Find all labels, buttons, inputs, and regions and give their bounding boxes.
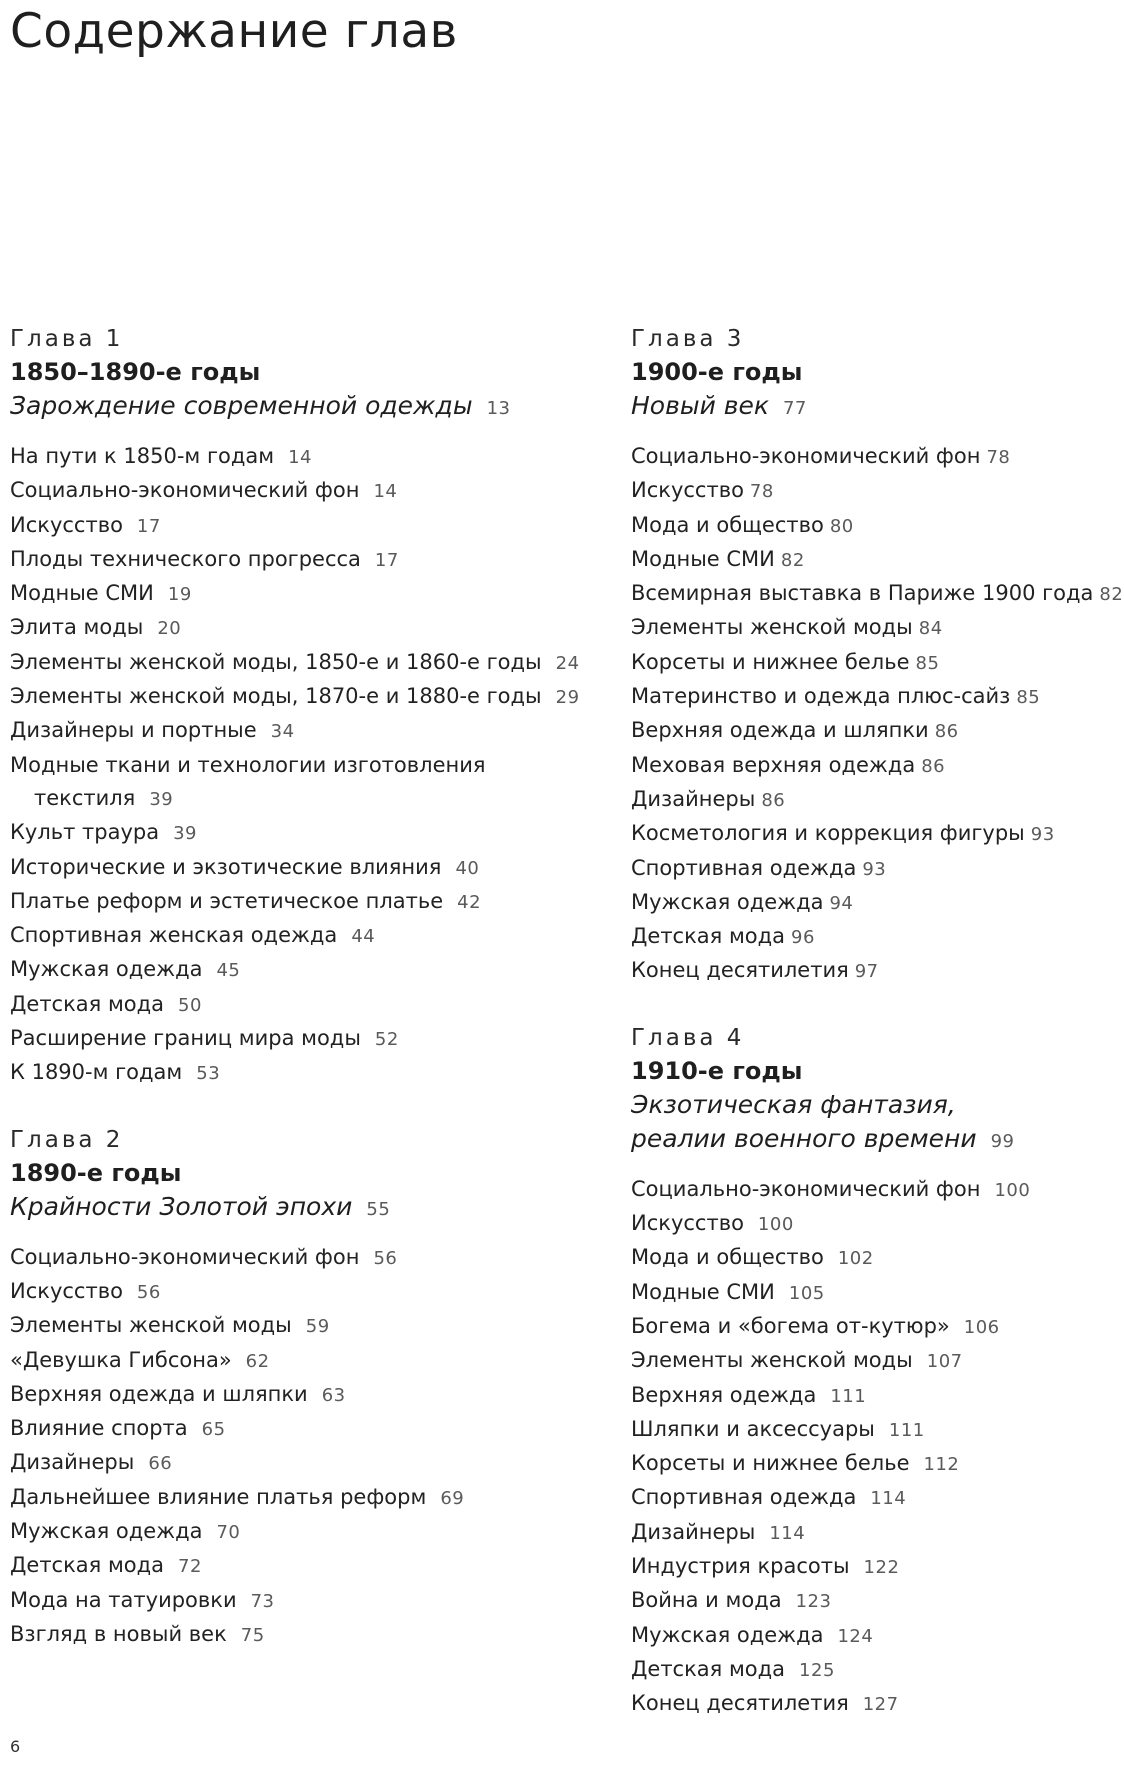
toc-entry-page: 69	[440, 1487, 465, 1509]
toc-entry-page: 56	[136, 1281, 161, 1303]
toc-entry[interactable]	[631, 1241, 1111, 1275]
toc-entry[interactable]	[631, 920, 1111, 954]
toc-entry-title: Детская мода	[10, 991, 165, 1016]
chapter-period: 1850–1890-е годы	[10, 358, 261, 386]
toc-entry[interactable]	[631, 817, 1111, 851]
toc-entry-page: 19	[167, 584, 192, 606]
toc-entry-page: 125	[799, 1659, 835, 1681]
toc-entry[interactable]	[10, 1446, 610, 1480]
toc-entry[interactable]	[631, 1584, 1111, 1618]
toc-entry[interactable]	[631, 440, 1111, 474]
toc-entry-list	[10, 1241, 610, 1653]
toc-entry-page: 65	[201, 1419, 226, 1441]
toc-entry-page: 72	[178, 1556, 202, 1578]
toc-entry-page: 20	[157, 618, 182, 640]
toc-entry-title: Элементы женской моды	[631, 615, 913, 640]
toc-entry-page: 17	[374, 549, 399, 571]
toc-entry-page: 53	[196, 1063, 221, 1085]
toc-entry[interactable]	[10, 577, 610, 611]
toc-entry[interactable]	[10, 988, 610, 1022]
toc-entry-continuation[interactable]	[10, 782, 610, 816]
toc-entry[interactable]	[10, 1549, 610, 1583]
toc-entry-page: 52	[374, 1029, 399, 1051]
toc-entry[interactable]	[631, 1550, 1111, 1584]
toc-entry-title: Верхняя одежда и шляпки	[631, 718, 929, 743]
toc-entry-title: Элементы женской моды, 1870-е и 1880-е годы	[10, 684, 542, 709]
toc-entry[interactable]	[631, 886, 1111, 920]
page-title: Содержание глав	[10, 4, 458, 59]
toc-entry-title: Элита моды	[10, 615, 144, 640]
toc-entry[interactable]	[10, 1056, 610, 1090]
toc-entry-title: Мужская одежда	[10, 1519, 203, 1544]
toc-entry-page: 111	[830, 1385, 867, 1407]
chapter-section	[10, 322, 610, 1091]
toc-entry-page: 70	[216, 1522, 241, 1544]
toc-entry-page: 124	[837, 1625, 874, 1647]
toc-entry-title: Детская мода	[631, 1656, 786, 1681]
toc-entry[interactable]	[631, 1687, 1111, 1721]
toc-entry-page: 29	[555, 687, 580, 709]
toc-entry-page: 102	[837, 1248, 874, 1270]
chapter-subtitle[interactable]	[631, 389, 1111, 426]
chapter-subtitle-text: Новый век	[631, 391, 769, 420]
toc-entry[interactable]	[10, 953, 610, 987]
chapter-page-number: 55	[366, 1198, 391, 1220]
toc-entry-title: Элементы женской моды	[631, 1348, 913, 1373]
toc-entry-title: Мода и общество	[631, 512, 824, 537]
toc-entry-page: 80	[829, 515, 854, 537]
toc-entry[interactable]	[631, 474, 1111, 508]
toc-entry-title: Спортивная одежда	[631, 1485, 857, 1510]
chapter-label: Глава 1	[10, 326, 124, 352]
toc-entry[interactable]	[631, 783, 1111, 817]
toc-entry-page: 85	[915, 652, 940, 674]
chapter-subtitle-text: Экзотическая фантазия,	[631, 1089, 956, 1119]
toc-entry-page: 94	[829, 892, 854, 914]
chapter-section	[10, 1123, 610, 1653]
toc-entry[interactable]	[631, 1516, 1111, 1550]
toc-entry-page: 14	[288, 447, 312, 468]
toc-entry-title: Мода и общество	[631, 1245, 824, 1270]
toc-entry[interactable]	[631, 1413, 1111, 1447]
toc-entry-page: 62	[245, 1350, 270, 1372]
toc-entry-title: Богема и «богема от-кутюр»	[631, 1313, 950, 1338]
toc-entry-page: 82	[1099, 584, 1124, 606]
page-number: 6	[10, 1737, 21, 1756]
toc-entry[interactable]	[10, 1022, 610, 1056]
toc-entry[interactable]	[631, 646, 1111, 680]
toc-entry-title: Мужская одежда	[631, 1622, 824, 1647]
toc-entry-title: Мужская одежда	[10, 957, 203, 982]
toc-entry-title: Конец десятилетия	[631, 1691, 849, 1716]
toc-entry-page: 86	[761, 789, 786, 811]
toc-entry[interactable]	[631, 749, 1111, 783]
toc-entry-page: 107	[926, 1351, 963, 1373]
chapter-period: 1900-е годы	[631, 358, 803, 386]
toc-entry[interactable]	[10, 851, 610, 885]
toc-entry-page: 40	[455, 857, 480, 879]
chapter-label: Глава 3	[631, 326, 745, 352]
toc-entry[interactable]	[10, 1481, 610, 1515]
toc-entry-title: Дизайнеры и портные	[10, 718, 257, 743]
toc-entry[interactable]	[10, 919, 610, 953]
toc-entry-title: Искусство	[631, 1211, 744, 1236]
toc-entry-page: 114	[870, 1488, 907, 1510]
toc-entry-page: 127	[862, 1694, 899, 1716]
toc-entry-list	[10, 440, 610, 1091]
toc-entry-title: Всемирная выставка в Париже 1900 года	[631, 581, 1094, 606]
toc-entry-title: Дальнейшее влияние платья реформ	[10, 1484, 427, 1509]
chapter-subtitle[interactable]	[10, 1190, 610, 1227]
toc-entry-title: Платье реформ и эстетическое платье	[10, 888, 444, 913]
toc-column-left	[10, 322, 610, 1684]
toc-entry[interactable]	[631, 852, 1111, 886]
toc-entry[interactable]	[10, 680, 610, 714]
toc-entry-title: Модные СМИ	[631, 1279, 775, 1304]
toc-entry-title: Верхняя одежда и шляпки	[10, 1381, 308, 1406]
toc-entry-title: Модные ткани и технологии изготовления	[10, 752, 486, 777]
toc-entry-title: Дизайнеры	[631, 786, 756, 811]
toc-entry[interactable]	[10, 1412, 610, 1446]
toc-entry[interactable]	[10, 646, 610, 680]
toc-entry-title: Искусство	[10, 512, 123, 537]
toc-entry-title: Социально-экономический фон	[631, 1176, 981, 1201]
toc-entry-title: Социально-экономический фон	[10, 478, 360, 503]
toc-entry-page: 122	[863, 1557, 900, 1579]
toc-entry-page: 59	[305, 1316, 330, 1338]
toc-entry-title: Социально-экономический фон	[631, 444, 981, 468]
toc-entry-page: 56	[373, 1247, 398, 1269]
chapter-subtitle-text: реалии военного времени	[631, 1123, 977, 1153]
toc-entry-list	[631, 440, 1124, 989]
toc-entry-title: Модные СМИ	[10, 581, 154, 606]
toc-entry[interactable]	[631, 1276, 1111, 1310]
toc-entry-page: 39	[149, 788, 174, 810]
toc-entry-title: Корсеты и нижнее белье	[631, 649, 910, 674]
toc-entry[interactable]	[10, 1309, 610, 1343]
toc-entry[interactable]	[631, 1481, 1111, 1515]
chapter-label: Глава 2	[10, 1126, 124, 1153]
toc-entry-page: 106	[963, 1316, 1000, 1338]
toc-entry-page: 105	[788, 1282, 825, 1304]
chapter-subtitle-text: Крайности Золотой эпохи	[10, 1191, 353, 1221]
toc-entry[interactable]	[10, 1241, 610, 1275]
toc-entry-title: Модные СМИ	[631, 546, 775, 571]
toc-entry[interactable]	[10, 611, 610, 645]
toc-entry-title: Верхняя одежда	[631, 1382, 817, 1407]
toc-entry-title: Детская мода	[10, 1553, 165, 1578]
toc-entry[interactable]	[10, 816, 610, 850]
toc-entry[interactable]	[631, 1379, 1111, 1413]
toc-entry-page: 114	[769, 1522, 806, 1544]
toc-entry-title: текстиля	[34, 785, 136, 810]
toc-entry-page: 73	[250, 1590, 275, 1612]
toc-entry-title: Меховая верхняя одежда	[631, 752, 916, 777]
toc-entry-page: 45	[216, 960, 241, 982]
toc-entry[interactable]	[10, 509, 610, 543]
toc-entry-page: 17	[136, 515, 161, 537]
toc-entry-page: 100	[757, 1214, 794, 1236]
toc-entry-page: 86	[934, 721, 959, 743]
toc-entry-title: Элементы женской моды, 1850-е и 1860-е годы	[10, 649, 542, 674]
toc-entry-page: 85	[1016, 687, 1041, 709]
chapter-page-number: 99	[990, 1130, 1015, 1152]
toc-entry-title: Спортивная женская одежда	[10, 923, 338, 948]
toc-entry[interactable]	[10, 749, 610, 782]
toc-entry-title: Дизайнеры	[10, 1450, 135, 1475]
chapter-label: Глава 4	[631, 1024, 745, 1051]
toc-entry-title: Взгляд в новый век	[10, 1621, 227, 1646]
toc-entry[interactable]	[10, 1515, 610, 1549]
toc-entry[interactable]	[631, 1207, 1111, 1241]
toc-entry[interactable]	[631, 1619, 1111, 1653]
toc-entry-page: 93	[862, 858, 887, 880]
toc-entry[interactable]	[631, 1447, 1111, 1481]
toc-entry-title: Шляпки и аксессуары	[631, 1416, 875, 1441]
toc-entry-title: Конец десятилетия	[631, 958, 849, 983]
chapter-subtitle-text: Зарождение современной одежды	[10, 391, 473, 420]
toc-entry[interactable]	[10, 1344, 610, 1378]
toc-entry-page: 123	[795, 1591, 832, 1613]
toc-entry-title: Влияние спорта	[10, 1416, 188, 1441]
toc-entry[interactable]	[631, 1344, 1111, 1378]
toc-entry[interactable]	[10, 440, 610, 474]
toc-entry[interactable]	[631, 954, 1111, 988]
toc-entry[interactable]	[631, 577, 1124, 611]
toc-entry-page: 112	[923, 1454, 960, 1476]
chapter-page-number: 13	[486, 398, 511, 419]
chapter-subtitle[interactable]	[631, 1088, 1111, 1122]
toc-entry-title: Спортивная одежда	[631, 855, 857, 880]
toc-entry-title: Социально-экономический фон	[10, 1244, 360, 1269]
toc-entry-page: 111	[888, 1419, 925, 1441]
chapter-subtitle[interactable]	[631, 1122, 1111, 1159]
toc-entry[interactable]	[10, 1378, 610, 1412]
toc-entry-title: На пути к 1850-м годам	[10, 444, 275, 468]
toc-entry-page: 34	[270, 721, 295, 743]
toc-entry-page: 84	[918, 618, 943, 640]
toc-entry[interactable]	[10, 1618, 610, 1652]
toc-entry-title: Дизайнеры	[631, 1519, 756, 1544]
toc-entry-page: 78	[986, 447, 1011, 468]
toc-entry-title: Косметология и коррекция фигуры	[631, 821, 1025, 846]
toc-entry-title: Мода на татуировки	[10, 1587, 237, 1612]
toc-entry-page: 75	[240, 1624, 265, 1646]
toc-entry-page: 93	[1030, 824, 1055, 846]
toc-entry-page: 86	[921, 755, 946, 777]
toc-entry-page: 24	[555, 652, 580, 674]
toc-entry-page: 39	[173, 823, 198, 845]
toc-entry-list	[631, 1173, 1111, 1722]
toc-entry[interactable]	[10, 474, 610, 508]
toc-entry-title: «Девушка Гибсона»	[10, 1347, 232, 1372]
toc-entry[interactable]	[10, 885, 610, 919]
toc-entry-page: 44	[351, 926, 376, 948]
toc-entry[interactable]	[631, 1173, 1111, 1207]
toc-entry-title: Плоды технического прогресса	[10, 546, 361, 571]
toc-entry-title: К 1890-м годам	[10, 1060, 183, 1085]
toc-entry-page: 42	[457, 891, 482, 913]
toc-entry[interactable]	[631, 680, 1111, 714]
toc-entry[interactable]	[631, 611, 1111, 645]
toc-entry-page: 96	[791, 927, 815, 949]
chapter-period: 1890-е годы	[10, 1158, 182, 1187]
toc-entry-page: 97	[854, 961, 879, 983]
toc-entry[interactable]	[10, 1275, 610, 1309]
toc-entry-title: Искусство	[631, 478, 744, 503]
chapter-section	[631, 322, 1124, 989]
chapter-page-number: 77	[782, 398, 807, 419]
chapter-section	[631, 1021, 1111, 1722]
toc-entry-title: Искусство	[10, 1278, 123, 1303]
toc-entry-page: 100	[994, 1179, 1031, 1201]
toc-entry[interactable]	[631, 509, 1111, 543]
toc-entry[interactable]	[10, 714, 610, 748]
toc-entry-page: 63	[321, 1384, 346, 1406]
chapter-period: 1910-е годы	[631, 1056, 803, 1085]
toc-entry-title: Индустрия красоты	[631, 1554, 850, 1579]
toc-entry-page: 78	[749, 481, 774, 503]
toc-entry-title: Мужская одежда	[631, 889, 824, 914]
toc-entry-page: 82	[780, 549, 805, 571]
toc-entry-title: Культ траура	[10, 820, 160, 845]
toc-entry[interactable]	[10, 1584, 610, 1618]
toc-entry-title: Исторические и экзотические влияния	[10, 854, 442, 879]
toc-entry-title: Элементы женской моды	[10, 1313, 292, 1338]
toc-entry[interactable]	[631, 1653, 1111, 1687]
toc-entry-title: Материнство и одежда плюс-сайз	[631, 684, 1011, 709]
toc-entry[interactable]	[631, 543, 1111, 577]
toc-entry-page: 50	[178, 994, 202, 1016]
toc-entry-title: Расширение границ мира моды	[10, 1026, 361, 1051]
toc-entry[interactable]	[631, 714, 1111, 748]
toc-entry-page: 14	[373, 481, 398, 503]
chapter-subtitle[interactable]	[10, 389, 610, 426]
toc-column-right	[631, 322, 1124, 1754]
toc-entry[interactable]	[10, 543, 610, 577]
toc-entry-title: Корсеты и нижнее белье	[631, 1451, 910, 1476]
toc-entry[interactable]	[631, 1310, 1111, 1344]
toc-entry-page: 66	[148, 1453, 173, 1475]
toc-entry-title: Война и мода	[631, 1588, 782, 1613]
toc-entry-title: Детская мода	[631, 924, 786, 949]
